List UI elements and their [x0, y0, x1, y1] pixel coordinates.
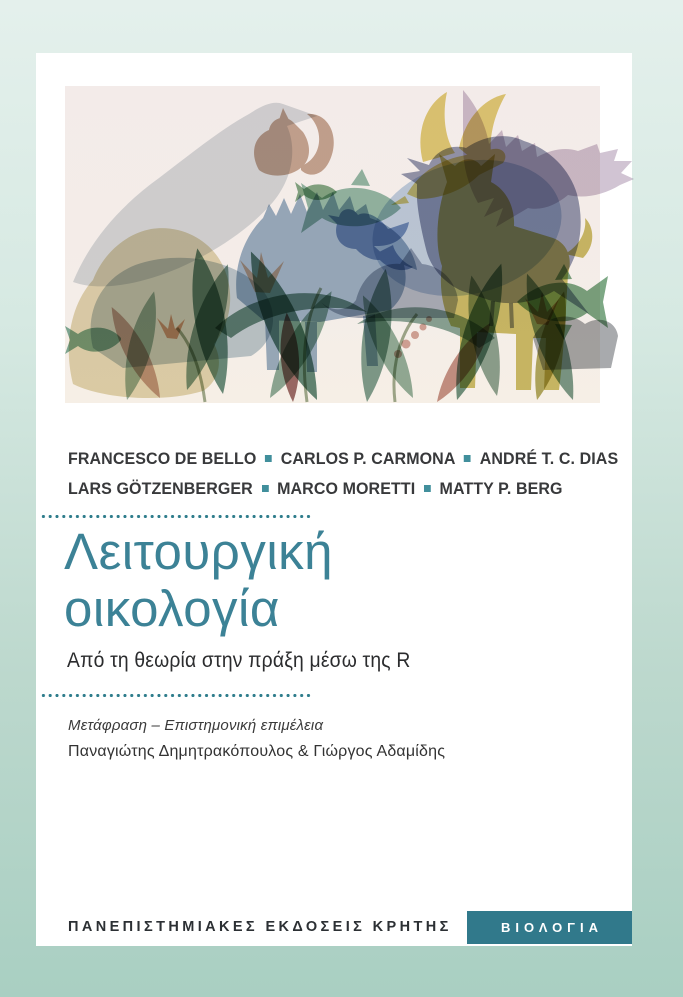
translation-credit-role: Μετάφραση – Επιστημονική επιμέλεια [68, 717, 324, 734]
author-name: CARLOS P. CARMONA [280, 450, 456, 468]
series-badge [467, 911, 632, 944]
series-label: ΒΙΟΛΟΓΙΑ [500, 920, 603, 935]
author-name: MATTY P. BERG [439, 480, 563, 498]
author-name: FRANCESCO DE BELLO [68, 450, 257, 468]
fauna-flora-illustration-icon [65, 86, 636, 403]
square-separator-icon [464, 455, 471, 462]
publisher-name: ΠΑΝΕΠΙΣΤΗΜΙΑΚΕΣ ΕΚΔΟΣΕΙΣ ΚΡΗΤΗΣ [68, 919, 452, 935]
square-separator-icon [424, 485, 431, 492]
author-name: LARS GÖTZENBERGER [68, 480, 253, 498]
authors-block [68, 444, 619, 504]
title-line-1: Λειτουργική [64, 523, 334, 580]
dotted-divider-bottom [40, 693, 313, 698]
title-line-2: οικολογία [64, 580, 280, 637]
book-title [64, 523, 333, 637]
author-name: MARCO MORETTI [277, 480, 416, 498]
translation-credit-names: Παναγιώτης Δημητρακόπουλος & Γιώργος Αδαμίδης [68, 743, 446, 760]
cover-illustration [65, 86, 636, 403]
book-subtitle: Από τη θεωρία στην πράξη μέσω της R [67, 649, 411, 672]
authors-line-1 [68, 444, 619, 474]
dotted-divider-top [40, 514, 313, 519]
author-name: ANDRÉ T. C. DIAS [479, 450, 619, 468]
authors-line-2 [68, 474, 611, 504]
square-separator-icon [265, 455, 272, 462]
square-separator-icon [262, 485, 269, 492]
cover-panel [36, 53, 632, 946]
